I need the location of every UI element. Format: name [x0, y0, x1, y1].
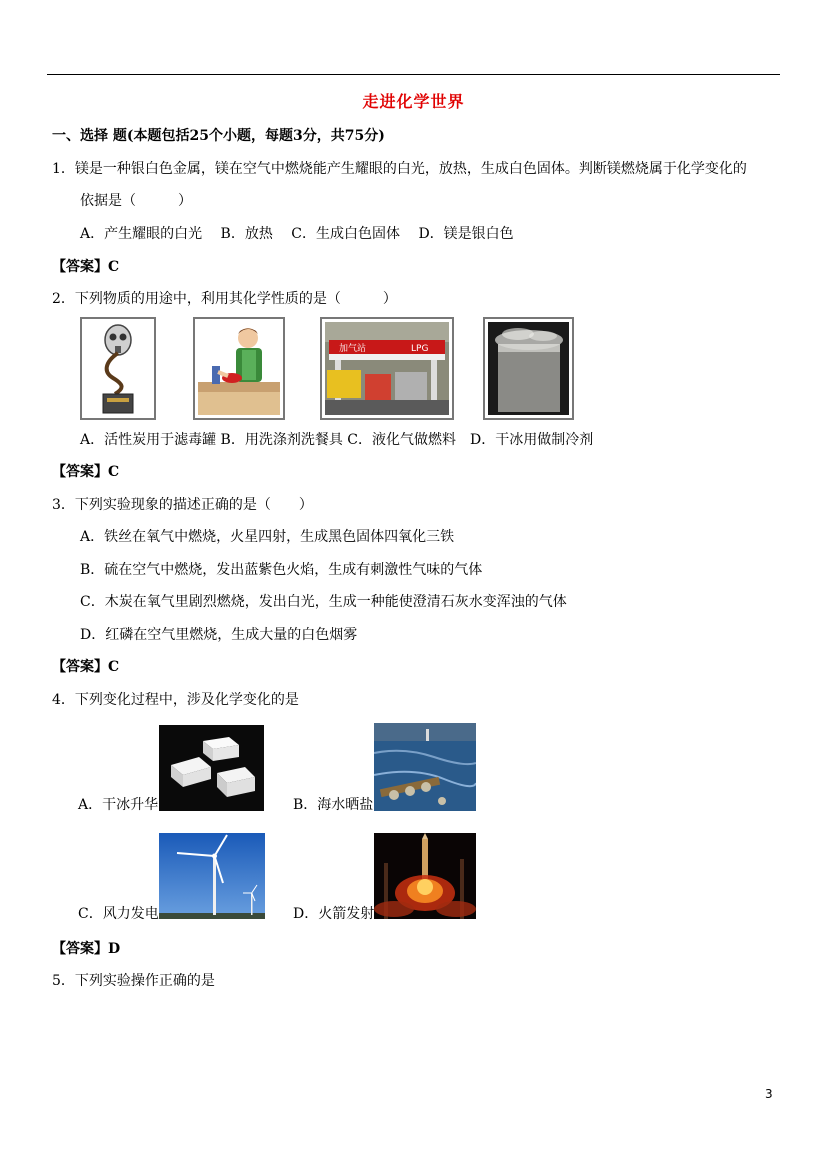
wind-turbine-image	[159, 833, 265, 919]
station-sign-right: LPG	[411, 344, 429, 354]
q2-options: A．活性炭用于滤毒罐 B．用洗涤剂洗餐具 C．液化气做燃料 D．干冰用做制冷剂	[80, 432, 594, 448]
q4-answer: 【答案】D	[52, 941, 121, 957]
gas-station-image	[320, 317, 454, 420]
rocket-launch-image	[374, 833, 476, 919]
q2-stem: 2．下列物质的用途中，利用其化学性质的是（ ）	[52, 291, 397, 307]
page-number: 3	[765, 1087, 773, 1101]
q5-stem: 5．下列实验操作正确的是	[52, 973, 215, 989]
dry-ice-image	[483, 317, 574, 420]
station-sign-left: 加气站	[339, 344, 367, 354]
q3-option-d: D．红磷在空气里燃烧，生成大量的白色烟雾	[80, 627, 358, 643]
q2-answer: 【答案】C	[52, 464, 120, 480]
q3-option-c: C．木炭在氧气里剧烈燃烧，发出白光，生成一种能使澄清石灰水变浑浊的气体	[80, 594, 567, 610]
q4-option-d: D．火箭发射	[293, 906, 375, 922]
q1-stem-line1: 1．镁是一种银白色金属，镁在空气中燃烧能产生耀眼的白光，放热，生成白色固体。判断镁燃烧属于化学变化的	[52, 161, 747, 177]
q4-option-b: B．海水晒盐	[293, 797, 374, 813]
q3-answer: 【答案】C	[52, 659, 120, 675]
page-title: 走进化学世界	[362, 92, 465, 111]
q3-option-a: A．铁丝在氧气中燃烧，火星四射，生成黑色固体四氧化三铁	[80, 529, 455, 545]
dry-ice-blocks-image	[159, 725, 264, 811]
q3-stem: 3．下列实验现象的描述正确的是（ ）	[52, 497, 313, 513]
header-rule	[47, 74, 780, 75]
gas-mask-image	[80, 317, 156, 420]
q1-options: A．产生耀眼的白光 B．放热 C．生成白色固体 D．镁是银白色	[80, 226, 514, 242]
salt-pan-image	[374, 723, 476, 811]
dishwashing-image	[193, 317, 285, 420]
q4-option-c: C．风力发电	[78, 906, 159, 922]
q1-stem-line2: 依据是（ ）	[80, 193, 192, 209]
q4-option-a: A．干冰升华	[78, 797, 159, 813]
q3-option-b: B．硫在空气中燃烧，发出蓝紫色火焰，生成有刺激性气味的气体	[80, 562, 483, 578]
q4-stem: 4．下列变化过程中，涉及化学变化的是	[52, 692, 299, 708]
q1-answer: 【答案】C	[52, 259, 120, 275]
section-heading: 一、选择 题(本题包括25个小题，每题3分，共75分)	[52, 128, 385, 144]
